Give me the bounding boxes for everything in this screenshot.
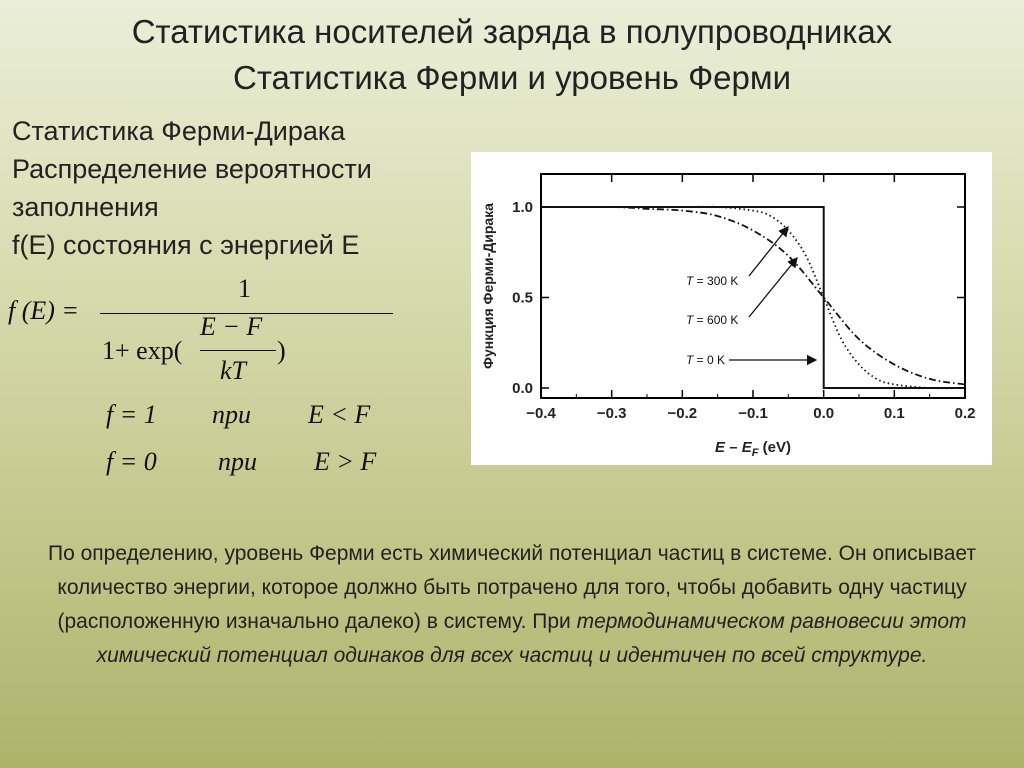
series-group (541, 207, 965, 389)
formula-inner-denominator: kT (220, 356, 246, 385)
curve-annotation-label: T = 600 K (686, 313, 739, 327)
formula-inner-fraction-bar (200, 350, 276, 351)
annotations-group (686, 227, 816, 367)
series-line-t-0-k (541, 207, 965, 388)
y-axis-label: Функция Ферми-Дирака (480, 203, 496, 369)
fermi-dirac-formula (0, 270, 460, 490)
fermi-dirac-chart (471, 152, 992, 465)
condition2-word: при (218, 447, 257, 476)
x-tick-label: −0.1 (738, 405, 768, 422)
condition1-word: при (212, 400, 251, 429)
formula-numerator: 1 (238, 274, 251, 303)
formula-denom-prefix: 1+ exp( (102, 336, 183, 365)
slide-title-line2: Статистика Ферми и уровень Ферми (232, 59, 792, 96)
bottom-text-italic: термодинамическом равновесии этот химический потенциал одинаков для всех частиц и идентичен по всей структуре. (96, 610, 967, 667)
left-line-4: f(E) состояния с энергией E (12, 230, 360, 260)
left-line-3: заполнения (12, 192, 159, 222)
curve-annotation-label: T = 0 K (686, 353, 726, 367)
x-tick-label: 0.1 (883, 405, 905, 422)
condition1-relation: E < F (308, 400, 371, 429)
y-tick-label: 1.0 (512, 199, 533, 216)
left-line-2: Распределение вероятности (12, 154, 372, 184)
x-tick-label: 0.0 (813, 405, 835, 422)
y-tick-label: 0.0 (512, 380, 533, 397)
bottom-text-plain: По определению, уровень Ферми есть химический потенциал частиц в системе. Он описывает количество энергии, которое должно быть потрачено для того, чтобы добавить одну частицу (расположенную изначально далеко) в систему. При (48, 542, 976, 633)
condition2-relation: E > F (314, 447, 377, 476)
slide-title-line1: Статистика носителей заряда в полупроводниках (131, 13, 893, 50)
series-line-t-600-k (541, 207, 965, 385)
bottom-paragraph (20, 537, 1004, 673)
x-tick-label: −0.4 (526, 405, 556, 422)
condition2-f: f = 0 (106, 447, 157, 476)
curve-annotation-label: T = 300 K (686, 274, 739, 288)
formula-denom-suffix: ) (277, 336, 286, 365)
x-tick-label: −0.2 (667, 405, 698, 422)
y-tick-label: 0.5 (512, 289, 533, 307)
condition1-f: f = 1 (106, 400, 157, 429)
axis-ticks (512, 174, 975, 422)
left-text-block (12, 112, 372, 264)
series-line-t-300-k (541, 207, 965, 389)
chart-svg (471, 152, 992, 465)
formula-inner-numerator: E − F (200, 312, 263, 341)
x-tick-label: 0.2 (954, 405, 976, 422)
formula-lhs: f (E) = (8, 296, 79, 325)
x-axis-label: E – $E_F$ (eV) (715, 439, 791, 459)
left-line-1: Статистика Ферми-Дирака (12, 116, 346, 146)
x-tick-label: −0.3 (596, 405, 627, 422)
